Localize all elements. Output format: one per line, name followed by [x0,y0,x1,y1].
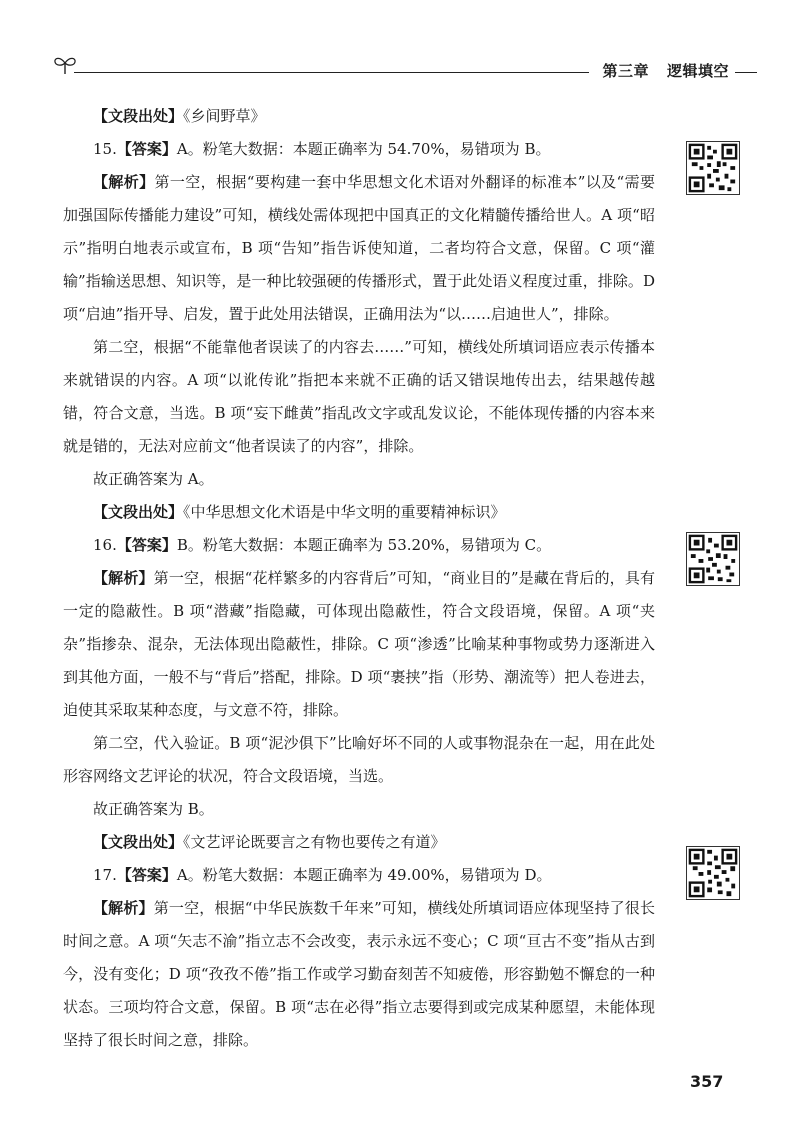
qr-code-icon[interactable] [686,846,740,900]
source-text: 《中华思想文化术语是中华文明的重要精神标识》 [183,503,506,521]
answer-text: B。粉笔大数据：本题正确率为 53.20%，易错项为 C。 [176,536,552,554]
source-text: 《文艺评论既要言之有物也要传之有道》 [183,833,446,851]
analysis-tag: 【解析】 [93,173,155,191]
conclusion-line: 故正确答案为 B。 [93,800,214,818]
conclusion-line: 故正确答案为 A。 [93,470,214,488]
source-text: 《乡间野草》 [183,107,266,125]
page-content [63,100,655,1057]
analysis-text: 第一空，根据“花样繁多的内容背后”可知，“商业目的”是藏在背后的，具有一定的隐蔽性。B 项“潜藏”指隐藏，可体现出隐蔽性，符合文段语境，保留。A 项“夹杂”指掺杂、混杂，无法体现出隐蔽性，排除。C 项“渗透”比喻某种事物或势力逐渐进入到其他方面，一般不与“背后”搭配，排除。D 项“裹挟”指（形势、潮流等）把人卷进去，迫使其采取某种态度，与文意不符，排除。 [63,569,655,719]
answer-line [63,133,655,166]
source-line [63,826,655,859]
page-header [52,52,757,86]
answer-line [63,529,655,562]
analysis-paragraph [63,892,655,1057]
answer-text: A。粉笔大数据：本题正确率为 49.00%，易错项为 D。 [176,866,552,884]
analysis-tag: 【解析】 [93,569,154,587]
page-number: 357 [690,1072,724,1091]
chapter-number: 第三章 [602,62,649,80]
source-tag: 【文段出处】 [93,833,184,851]
analysis-paragraph [63,562,655,727]
qr-code-icon[interactable] [686,141,740,195]
source-line [63,100,655,133]
analysis-tag: 【解析】 [93,899,154,917]
answer-tag: 【答案】 [116,536,177,554]
header-rule [74,72,589,73]
qr-code-icon[interactable] [686,532,740,586]
question-number: 17. [93,866,117,884]
question-number: 16. [93,536,117,554]
answer-line [63,859,655,892]
analysis-text: 第一空，根据“要构建一套中华思想文化术语对外翻译的标准本”以及“需要加强国际传播能力建设”可知，横线处需体现把中国真正的文化精髓传播给世人。A 项“昭示”指明白地表示或宣布，B 项“告知”指告诉使知道，二者均符合文意，保留。C 项“灌输”指输送思想、知识等，是一种比较强硬的传播形式，置于此处语义程度过重，排除。D 项“启迪”指开导、启发，置于此处用法错误，正确用法为“以……启迪世人”，排除。 [63,173,655,323]
chapter-title [602,60,729,81]
analysis-paragraph: 第二空，代入验证。B 项“泥沙俱下”比喻好坏不同的人或事物混杂在一起，用在此处形容网络文艺评论的状况，符合文段语境，当选。 [63,734,655,785]
answer-text: A。粉笔大数据：本题正确率为 54.70%，易错项为 B。 [176,140,551,158]
answer-tag: 【答案】 [116,866,177,884]
answer-tag: 【答案】 [116,140,177,158]
header-rule-end [735,72,757,73]
section-title: 逻辑填空 [666,62,729,80]
source-tag: 【文段出处】 [93,503,184,521]
source-line [63,496,655,529]
analysis-paragraph: 第二空，根据“不能靠他者误读了的内容去……”可知，横线处所填词语应表示传播本来就错误的内容。A 项“以讹传讹”指把本来就不正确的话又错误地传出去，结果越传越错，符合文意，当选。B 项“妄下雌黄”指乱改文字或乱发议论，不能体现传播的内容本来就是错的，无法对应前文“他者误读了的内容”，排除。 [63,338,655,455]
analysis-text: 第一空，根据“中华民族数千年来”可知，横线处所填词语应体现坚持了很长时间之意。A 项“矢志不渝”指立志不会改变，表示永远不变心；C 项“亘古不变”指从古到今，没有变化；D 项“孜孜不倦”指工作或学习勤奋刻苦不知疲倦，形容勤勉不懈怠的一种状态。三项均符合文意，保留。B 项“志在必得”指立志要得到或完成某种愿望，未能体现坚持了很长时间之意，排除。 [63,899,655,1049]
source-tag: 【文段出处】 [93,107,184,125]
question-number: 15. [93,140,117,158]
analysis-paragraph [63,166,655,331]
